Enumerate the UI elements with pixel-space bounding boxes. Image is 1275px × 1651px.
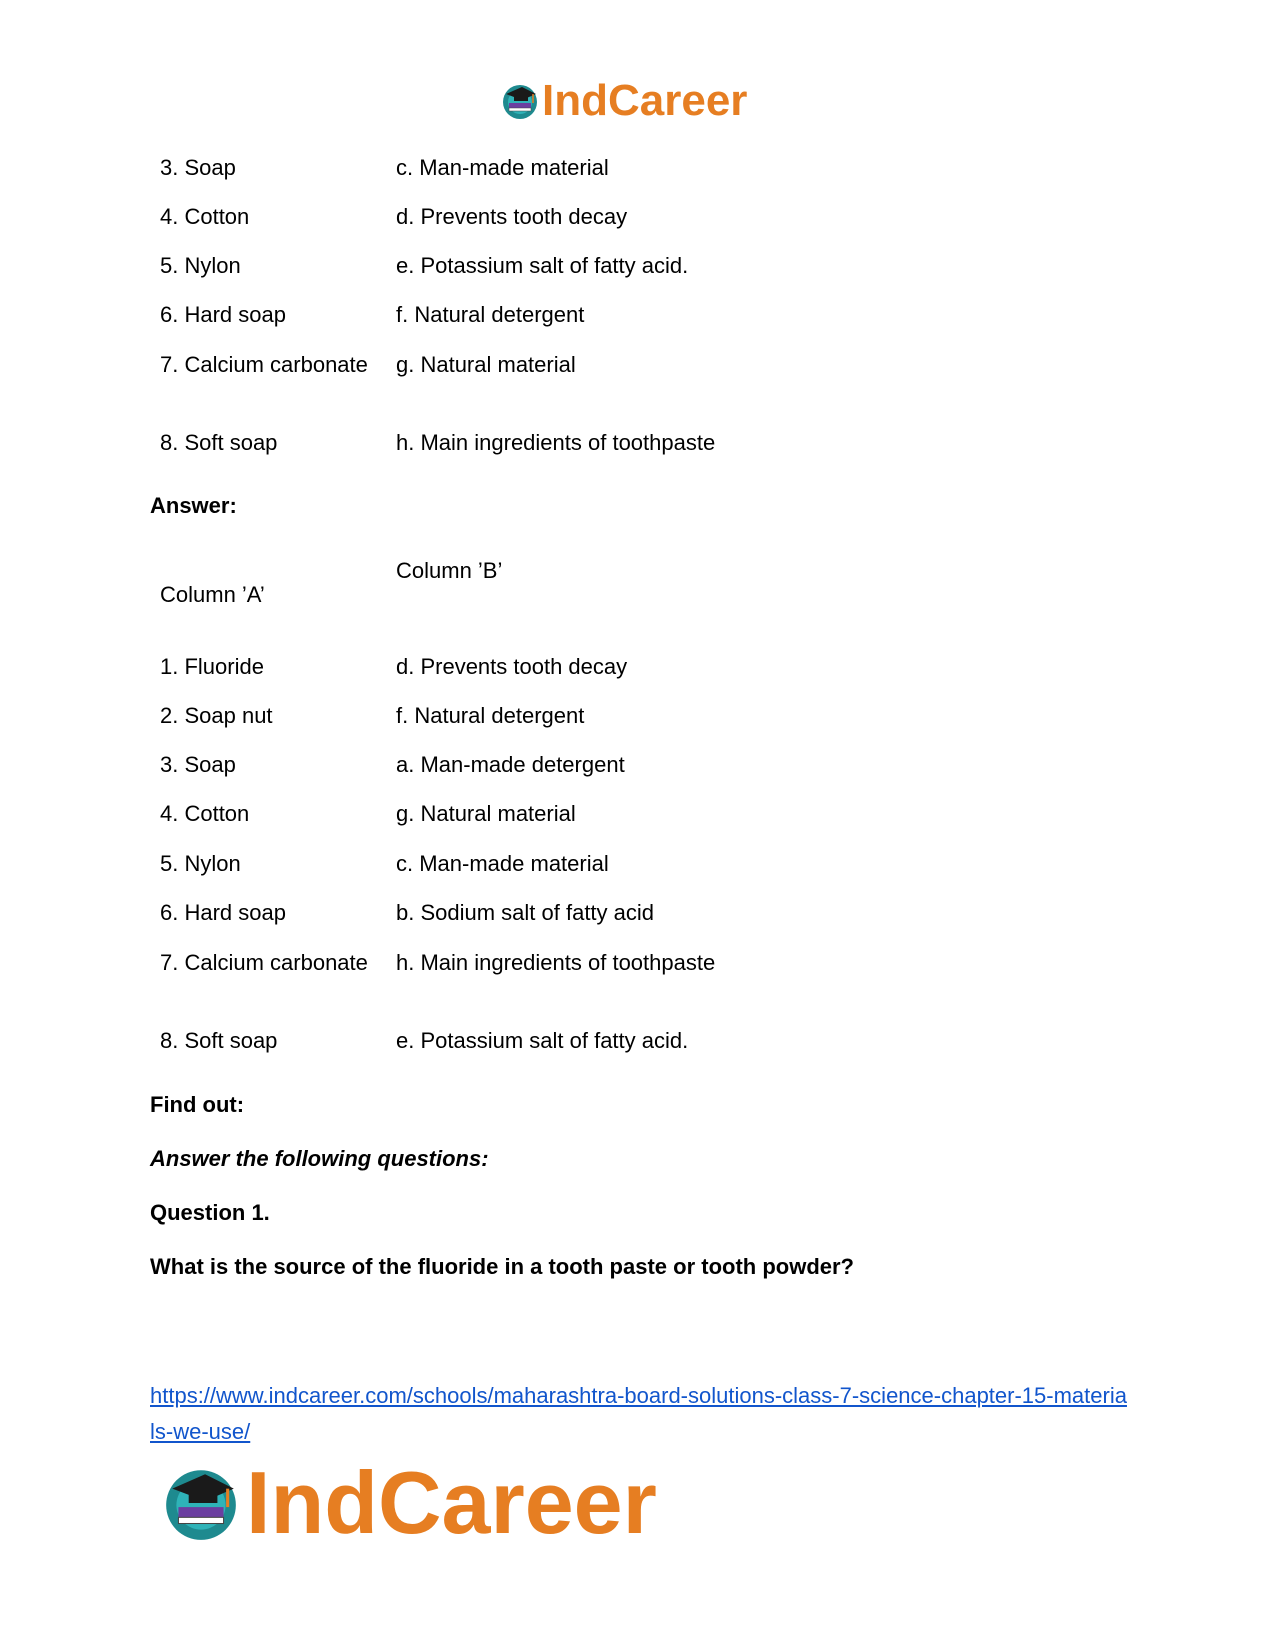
question-row-col-a: 5. Nylon <box>160 253 241 278</box>
column-b-header: Column ’B’ <box>396 558 503 583</box>
answer-row-col-a: 4. Cotton <box>160 801 250 826</box>
source-link[interactable]: https://www.indcareer.com/schools/maharashtra-board-solutions-class-7-science-chapter-15-materials-we-use/ <box>150 1383 1127 1444</box>
logo-wordmark: IndCareer <box>542 76 748 125</box>
answer-row-col-b: c. Man-made material <box>396 851 609 876</box>
answer-row-col-b: g. Natural material <box>396 801 576 826</box>
answer-row-col-b: e. Potassium salt of fatty acid. <box>396 1028 689 1053</box>
question-label: Question 1. <box>150 1200 270 1225</box>
answer-heading: Answer: <box>150 493 237 518</box>
answer-row-col-b: f. Natural detergent <box>396 703 585 728</box>
answer-row-col-a: 2. Soap nut <box>160 703 273 728</box>
question-row-col-a: 4. Cotton <box>160 204 250 229</box>
graduation-globe-icon <box>500 81 540 121</box>
indcareer-logo-footer <box>160 1453 657 1552</box>
find-out-heading: Find out: <box>150 1092 245 1117</box>
answer-row-col-a: 8. Soft soap <box>160 1028 278 1053</box>
answer-row-col-b: b. Sodium salt of fatty acid <box>396 900 655 925</box>
answer-row-col-a: 1. Fluoride <box>160 654 264 679</box>
question-row-col-b: c. Man-made material <box>396 155 609 180</box>
question-row-col-b: f. Natural detergent <box>396 302 585 327</box>
question-row-col-a: 8. Soft soap <box>160 430 278 455</box>
indcareer-logo-header <box>500 78 747 124</box>
question-row-col-b: h. Main ingredients of toothpaste <box>396 430 716 455</box>
answer-row-col-a: 7. Calcium carbonate <box>160 950 368 975</box>
column-a-header: Column ’A’ <box>160 582 265 607</box>
question-row-col-a: 6. Hard soap <box>160 302 286 327</box>
question-row-col-a: 3. Soap <box>160 155 236 180</box>
answer-row-col-b: d. Prevents tooth decay <box>396 654 628 679</box>
answer-row-col-a: 6. Hard soap <box>160 900 286 925</box>
instruction-text: Answer the following questions: <box>150 1146 489 1171</box>
question-row-col-b: g. Natural material <box>396 352 576 377</box>
answer-row-col-a: 3. Soap <box>160 752 236 777</box>
answer-row-col-a: 5. Nylon <box>160 851 241 876</box>
answer-row-col-b: h. Main ingredients of toothpaste <box>396 950 716 975</box>
question-text: What is the source of the fluoride in a tooth paste or tooth powder? <box>150 1254 854 1279</box>
graduation-globe-icon <box>160 1462 242 1544</box>
question-row-col-b: e. Potassium salt of fatty acid. <box>396 253 689 278</box>
logo-wordmark: IndCareer <box>246 1453 657 1552</box>
question-row-col-b: d. Prevents tooth decay <box>396 204 628 229</box>
question-row-col-a: 7. Calcium carbonate <box>160 352 368 377</box>
answer-row-col-b: a. Man-made detergent <box>396 752 625 777</box>
